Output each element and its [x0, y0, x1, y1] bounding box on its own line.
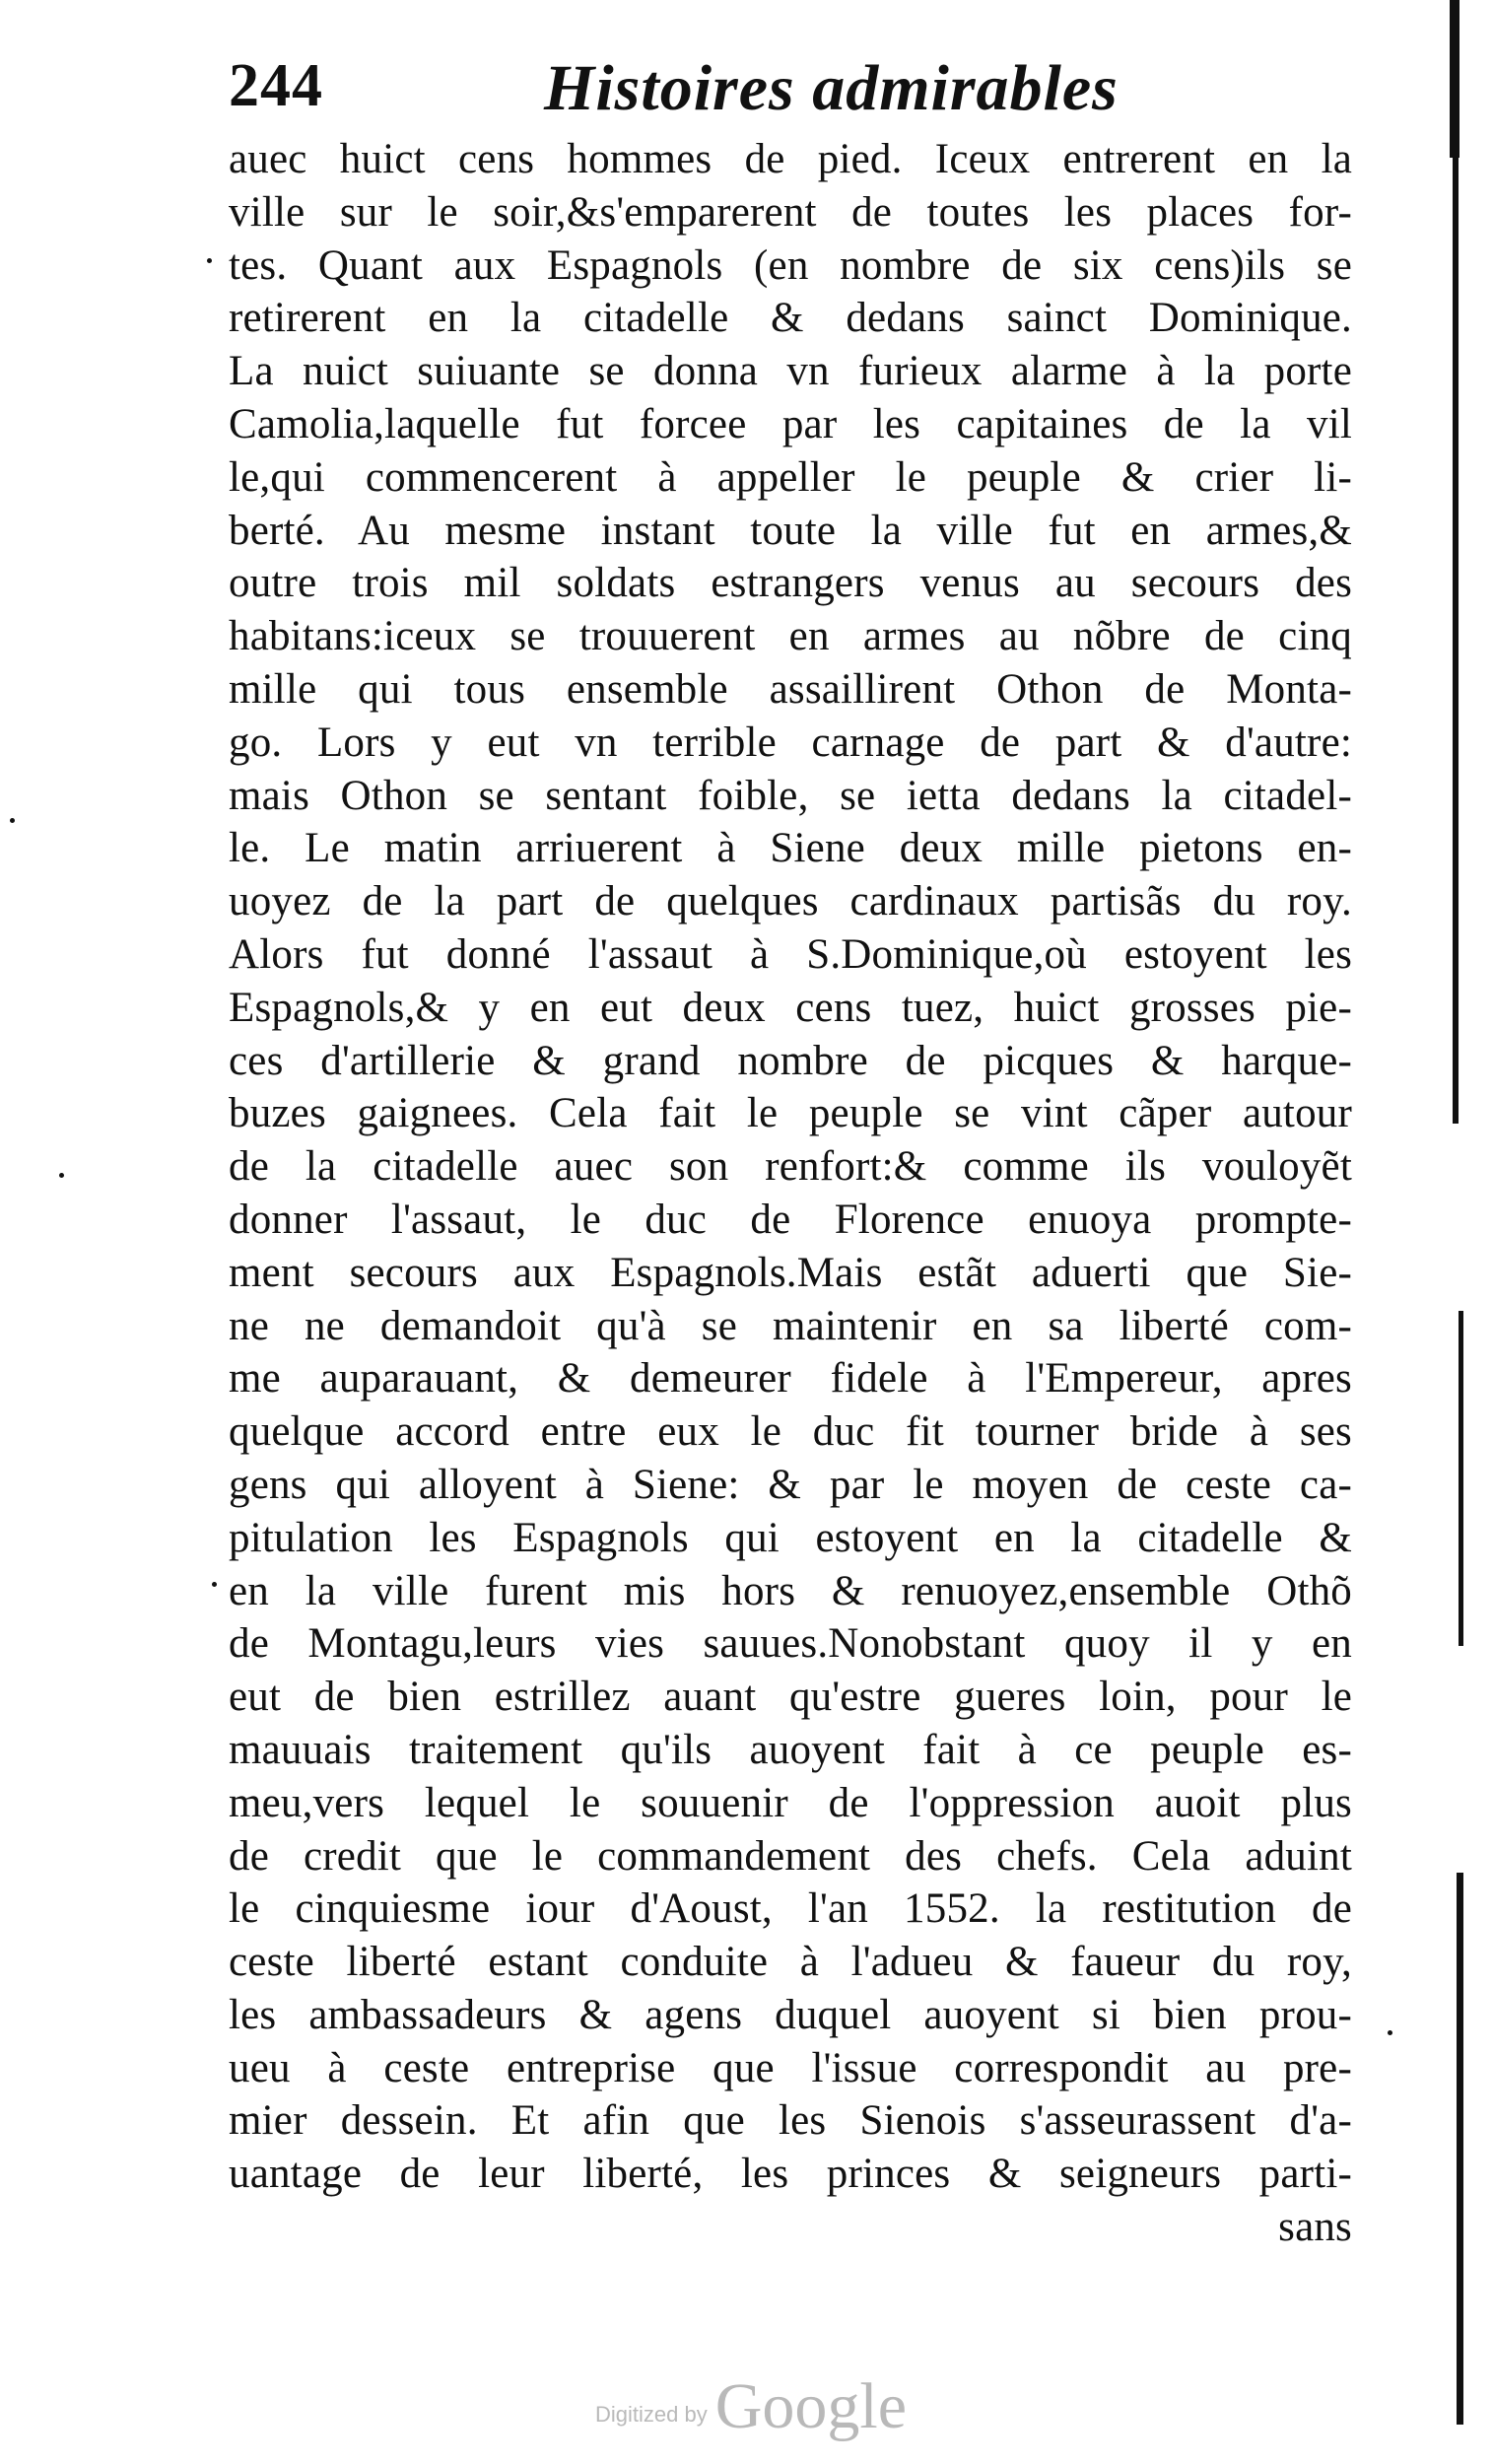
text-line: ment secours aux Espagnols.Mais estãt aduerti que Sie-	[229, 1249, 1352, 1296]
catchword: sans	[1278, 2204, 1352, 2251]
text-line: outre trois mil soldats estrangers venus au secours des	[229, 560, 1352, 607]
text-line: de credit que le commandement des chefs. Cela aduint	[229, 1832, 1352, 1880]
text-line: uoyez de la part de quelques cardinaux partisãs du roy.	[229, 878, 1352, 925]
scan-speck	[207, 258, 212, 263]
text-line: gens qui alloyent à Siene: & par le moyen de ceste ca-	[229, 1461, 1352, 1508]
running-title: Histoires admirables	[544, 52, 1119, 124]
text-line: en la ville furent mis hors & renuoyez,ensemble Othõ	[229, 1567, 1352, 1614]
text-line: de Montagu,leurs vies sauues.Nonobstant quoy il y en	[229, 1620, 1352, 1668]
text-line: mais Othon se sentant foible, se ietta dedans la citadel-	[229, 772, 1352, 819]
text-line: uantage de leur liberté, les princes & seigneurs parti-	[229, 2151, 1352, 2198]
text-line: quelque accord entre eux le duc fit tourner bride à ses	[229, 1408, 1352, 1456]
text-line: berté. Au mesme instant toute la ville fut en armes,&	[229, 507, 1352, 554]
binding-edge-shadow	[1457, 1873, 1463, 2425]
text-line: donner l'assaut, le duc de Florence enuoya prompte-	[229, 1196, 1352, 1243]
text-line: ville sur le soir,&s'emparerent de toutes les places for-	[229, 188, 1352, 236]
text-line: le,qui commencerent à appeller le peuple & crier li-	[229, 453, 1352, 501]
binding-edge-shadow	[1453, 158, 1459, 1124]
text-line: de la citadelle auec son renfort:& comme ils vouloyẽt	[229, 1143, 1352, 1191]
digitized-by-label: Digitized by	[594, 2402, 708, 2427]
text-line: ces d'artillerie & grand nombre de picques & harque-	[229, 1037, 1352, 1084]
text-line: buzes gaignees. Cela fait le peuple se vint cãper autour	[229, 1090, 1352, 1137]
digitized-watermark	[583, 2351, 918, 2442]
text-line: ceste liberté estant conduite à l'adueu & faueur du roy,	[229, 1939, 1352, 1986]
text-line: me auparauant, & demeurer fidele à l'Empereur, apres	[229, 1355, 1352, 1403]
text-line: Alors fut donné l'assaut à S.Dominique,où estoyent les	[229, 930, 1352, 978]
scan-speck	[1388, 2030, 1392, 2035]
page-header	[229, 51, 1352, 130]
text-line: Espagnols,& y en eut deux cens tuez, huict grosses pie-	[229, 984, 1352, 1031]
text-line: tes. Quant aux Espagnols (en nombre de six cens)ils se	[229, 241, 1352, 289]
text-line: habitans:iceux se trouuerent en armes au nõbre de cinq	[229, 613, 1352, 660]
text-line: mier dessein. Et afin que les Sienois s'asseurassent d'a-	[229, 2097, 1352, 2145]
body-text	[229, 133, 1352, 2254]
scan-speck	[10, 818, 15, 823]
text-line: meu,vers lequel le souuenir de l'oppression auoit plus	[229, 1779, 1352, 1826]
text-line: mauuais traitement qu'ils auoyent fait à ce peuple es-	[229, 1726, 1352, 1773]
text-line: ne ne demandoit qu'à se maintenir en sa liberté com-	[229, 1302, 1352, 1349]
binding-edge-shadow	[1459, 1311, 1463, 1646]
text-line: La nuict suiuante se donna vn furieux alarme à la porte	[229, 348, 1352, 395]
text-line: retirerent en la citadelle & dedans sainct Dominique.	[229, 295, 1352, 342]
text-line: ueu à ceste entreprise que l'issue correspondit au pre-	[229, 2044, 1352, 2091]
google-logo: Google	[714, 2370, 907, 2442]
text-line: les ambassadeurs & agens duquel auoyent si bien prou-	[229, 1991, 1352, 2038]
text-line: mille qui tous ensemble assaillirent Othon de Monta-	[229, 665, 1352, 713]
text-line: go. Lors y eut vn terrible carnage de part & d'autre:	[229, 719, 1352, 766]
binding-edge-shadow	[1450, 0, 1459, 158]
text-line: pitulation les Espagnols qui estoyent en la citadelle &	[229, 1514, 1352, 1561]
text-line: le. Le matin arriuerent à Siene deux mille pietons en-	[229, 825, 1352, 872]
page-number: 244	[229, 52, 323, 119]
text-line: auec huict cens hommes de pied. Iceux entrerent en la	[229, 136, 1352, 182]
text-line: le cinquiesme iour d'Aoust, l'an 1552. la restitution de	[229, 1885, 1352, 1933]
scan-speck	[212, 1582, 217, 1587]
text-line: eut de bien estrillez auant qu'estre gueres loin, pour le	[229, 1674, 1352, 1721]
text-line: Camolia,laquelle fut forcee par les capitaines de la vil	[229, 400, 1352, 447]
scan-speck	[59, 1173, 64, 1178]
